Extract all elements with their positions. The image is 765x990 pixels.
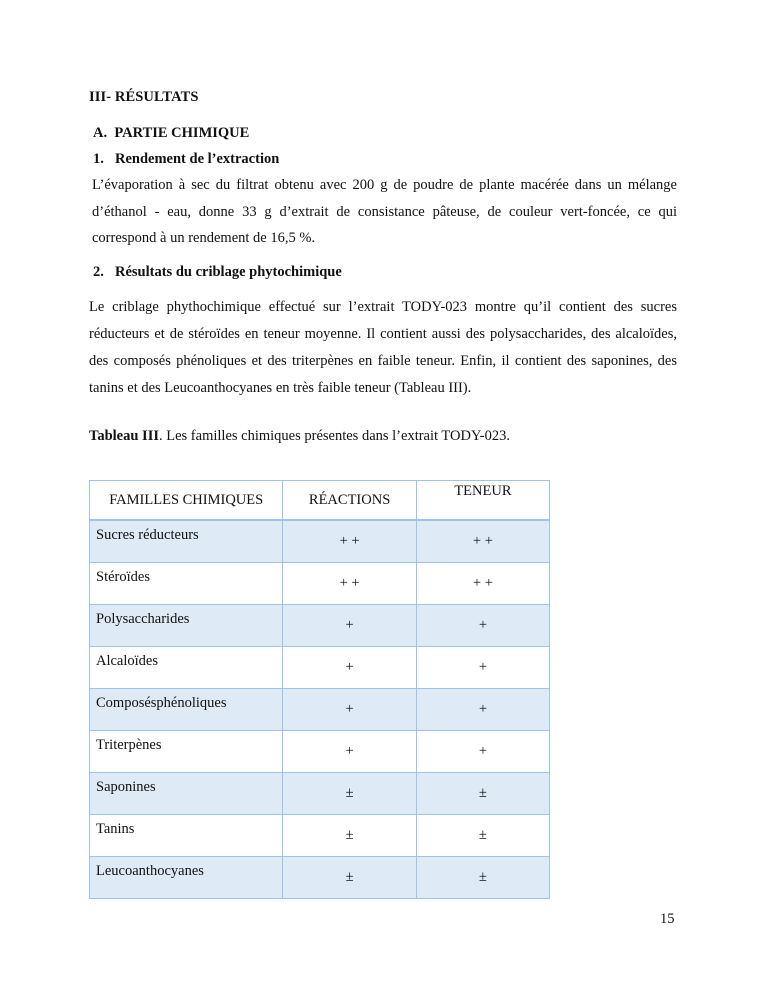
column-header-families: FAMILLES CHIMIQUES (90, 481, 283, 521)
table-header-row (90, 481, 550, 521)
table-row (90, 857, 550, 899)
table-row (90, 605, 550, 647)
paragraph-extraction: L’évaporation à sec du filtrat obtenu avec 200 g de poudre de plante macérée dans un mélange d’éthanol - eau, donne 33 g d’extrait de consistance pâteuse, de couleur vert-foncée, ce qui correspond à un rendement de 16,5 %. (92, 177, 677, 246)
content-cell: + + (416, 520, 549, 563)
content-cell: + (416, 731, 549, 773)
family-cell: Saponines (90, 773, 283, 815)
reaction-cell: + + (283, 563, 416, 605)
family-cell: Sucres réducteurs (90, 520, 283, 563)
subsection-text: PARTIE CHIMIQUE (114, 125, 250, 141)
reaction-cell: ± (283, 773, 416, 815)
heading-number: 2. (93, 264, 104, 280)
reaction-cell: ± (283, 815, 416, 857)
chemical-families-table (89, 480, 550, 899)
caption-text: . Les familles chimiques présentes dans l’extrait TODY-023. (159, 428, 511, 444)
heading-screening-results (93, 264, 342, 281)
table-row (90, 773, 550, 815)
family-cell: Leucoanthocyanes (90, 857, 283, 899)
reaction-cell: + (283, 605, 416, 647)
content-cell: + + (416, 563, 549, 605)
family-cell: Stéroïdes (90, 563, 283, 605)
paragraph-screening: Le criblage phythochimique effectué sur l’extrait TODY-023 montre qu’il contient des sucres réducteurs et de stéroïdes en teneur moyenne. Il contient aussi des polysaccharides, des alcaloïdes, des composés phénoliques et des triterpènes en faible teneur. Enfin, il contient des saponines, des tanins et des Leucoanthocyanes en très faible teneur (Tableau III). (89, 299, 677, 396)
content-cell: ± (416, 815, 549, 857)
table-caption (89, 428, 510, 445)
table-row (90, 815, 550, 857)
reaction-cell: + (283, 689, 416, 731)
family-cell: Triterpènes (90, 731, 283, 773)
content-cell: ± (416, 857, 549, 899)
table-row (90, 563, 550, 605)
column-header-content: TENEUR (416, 481, 549, 521)
family-cell: Alcaloïdes (90, 647, 283, 689)
reaction-cell: + (283, 647, 416, 689)
family-cell: Composésphénoliques (90, 689, 283, 731)
heading-extraction-yield (93, 151, 279, 168)
table-row (90, 520, 550, 563)
table-row (90, 647, 550, 689)
heading-number: 1. (93, 151, 104, 167)
reaction-cell: ± (283, 857, 416, 899)
section-title: III- RÉSULTATS (89, 89, 199, 105)
reaction-cell: + + (283, 520, 416, 563)
subsection-label: A. (93, 125, 108, 141)
heading-text: Rendement de l’extraction (115, 151, 280, 167)
heading-text: Résultats du criblage phytochimique (115, 264, 342, 280)
caption-label: Tableau III (89, 428, 159, 444)
reaction-cell: + (283, 731, 416, 773)
family-cell: Polysaccharides (90, 605, 283, 647)
table-row (90, 689, 550, 731)
content-cell: ± (416, 773, 549, 815)
content-cell: + (416, 647, 549, 689)
subsection-title (93, 125, 249, 142)
column-header-reactions: RÉACTIONS (283, 481, 416, 521)
content-cell: + (416, 689, 549, 731)
page-number: 15 (660, 911, 675, 927)
table-row (90, 731, 550, 773)
content-cell: + (416, 605, 549, 647)
family-cell: Tanins (90, 815, 283, 857)
